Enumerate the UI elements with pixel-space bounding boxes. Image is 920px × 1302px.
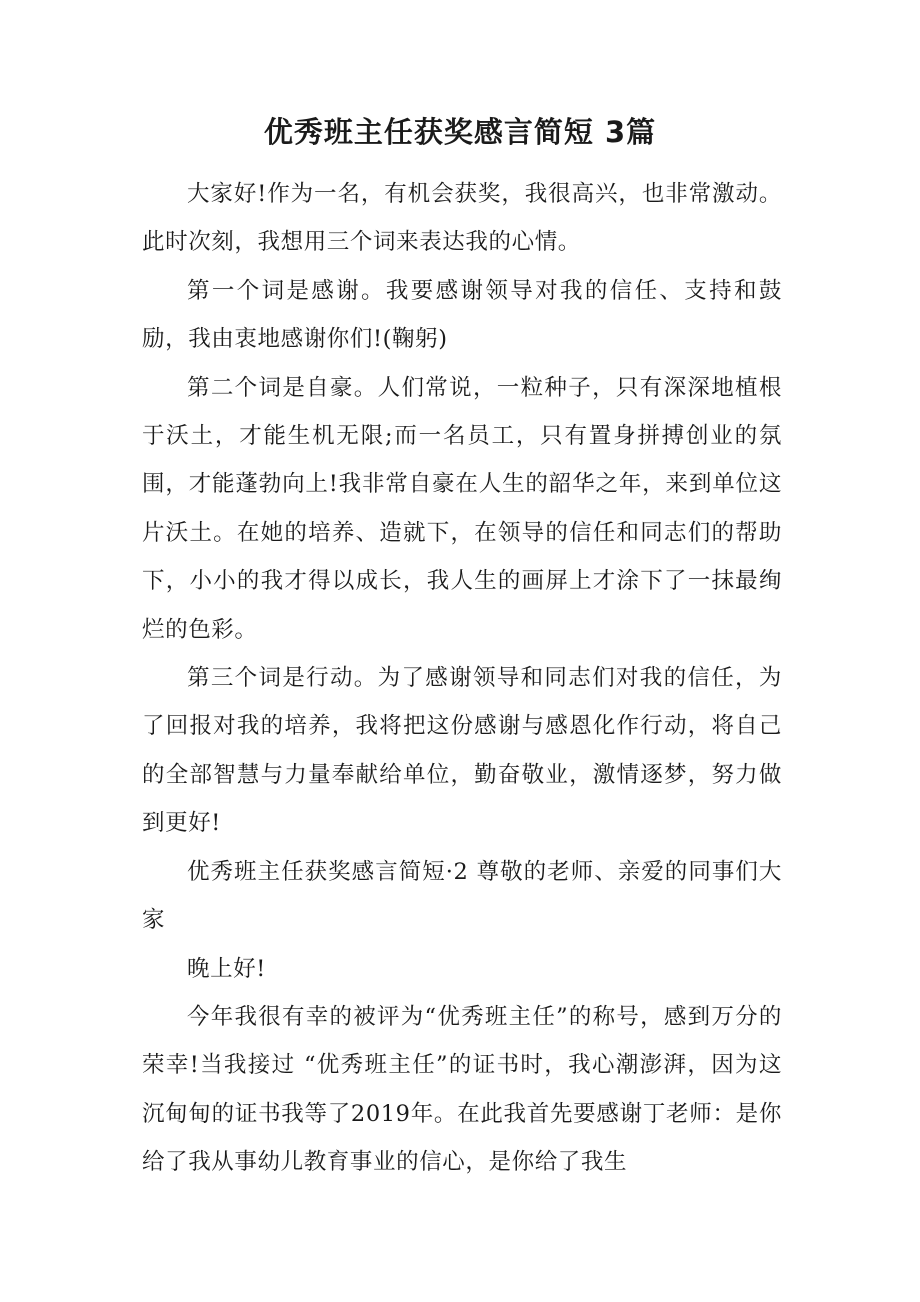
paragraph-first-word: 第一个词是感谢。我要感谢领导对我的信任、支持和鼓励，我由衷地感谢你们!(鞠躬)	[142, 277, 782, 353]
paragraph-second-speech-heading: 优秀班主任获奖感言简短·2 尊敬的老师、亲爱的同事们大家	[142, 858, 782, 934]
paragraph-third-word: 第三个词是行动。为了感谢领导和同志们对我的信任，为了回报对我的培养，我将把这份感谢与感恩化作行动，将自己的全部智慧与力量奉献给单位，勤奋敬业，激情逐梦，努力做到更好!	[142, 665, 782, 837]
document-body	[142, 170, 782, 1187]
paragraph-evening-greeting: 晚上好!	[187, 955, 266, 982]
paragraph-greeting: 大家好!作为一名，有机会获奖，我很高兴，也非常激动。此时次刻，我想用三个词来表达我的心情。	[142, 181, 782, 256]
paragraph-second-word: 第二个词是自豪。人们常说，一粒种子，只有深深地植根于沃土，才能生机无限;而一名员工，只有置身拼搏创业的氛围，才能蓬勃向上!我非常自豪在人生的韶华之年，来到单位这片沃土。在她的培养、造就下，在领导的信任和同志们的帮助下，小小的我才得以成长，我人生的画屏上才涂下了一抹最绚烂的色彩。	[142, 374, 782, 643]
paragraph-honor: 今年我很有幸的被评为“优秀班主任”的称号，感到万分的荣幸!当我接过 “优秀班主任”的证书时，我心潮澎湃，因为这沉甸甸的证书我等了2019年。在此我首先要感谢丁老师：是你给了我从事幼儿教育事业的信心，是你给了我生	[142, 1003, 782, 1176]
document-title: 优秀班主任获奖感言简短 3篇	[263, 115, 657, 149]
